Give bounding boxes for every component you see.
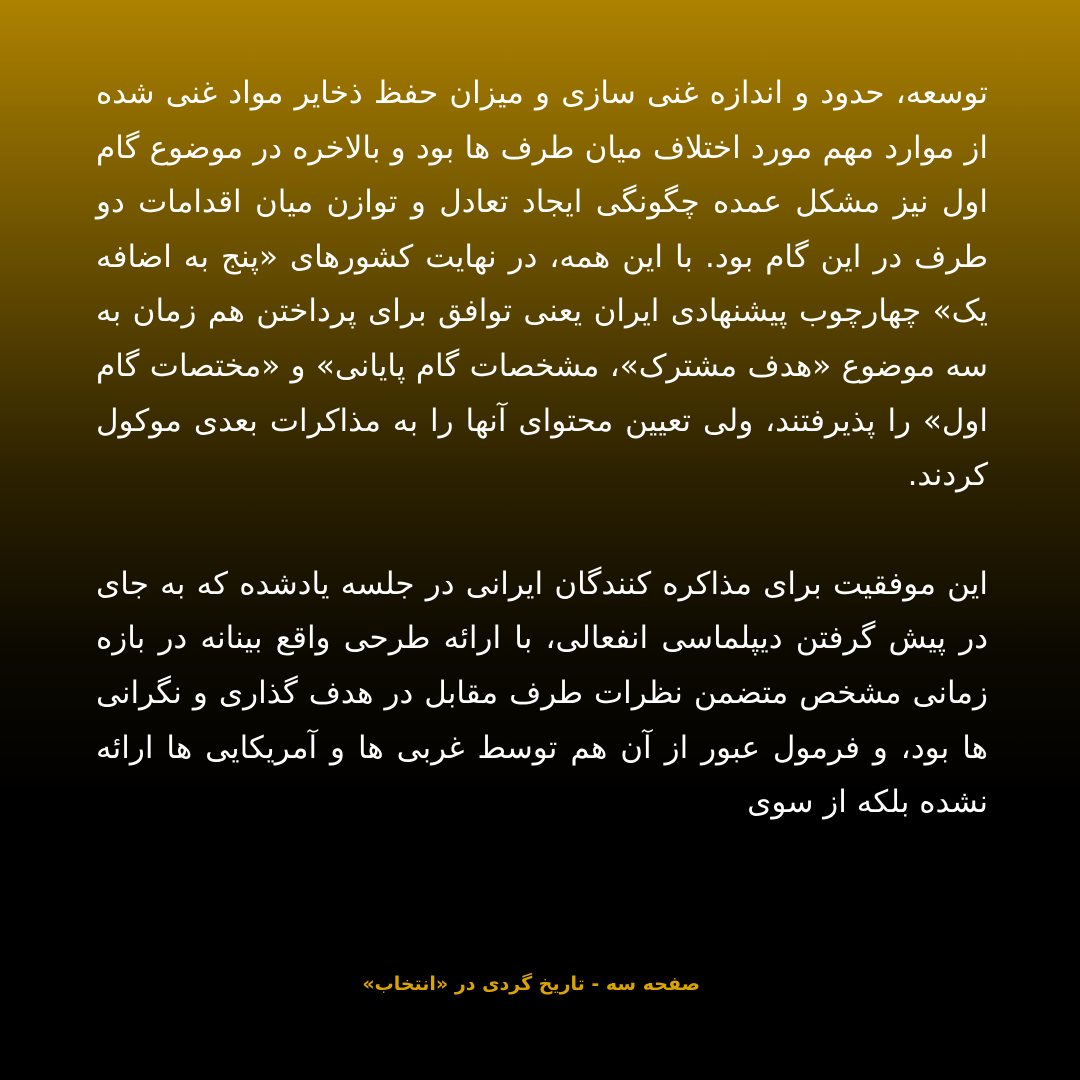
- page-footer-caption: صفحه سه - تاریخ گردی در «انتخاب»: [362, 973, 700, 995]
- article-paragraph-2: این موفقیت برای مذاکره کنندگان ایرانی در جلسه یادشده که به جای در پیش گرفتن دیپلماسی انفعالی، با ارائه طرحی واقع بینانه در بازه زمانی مشخص متضمن نظرات طرف مقابل در هدف گذاری و نگرانی ها بود، و فرمول عبور از آن هم توسط غربی ها و آمریکایی ها ارائه نشده بلکه از سوی: [96, 565, 988, 821]
- article-body: [96, 66, 988, 830]
- article-paragraph-1: توسعه، حدود و اندازه غنی سازی و میزان حفظ ذخایر مواد غنی شده از موارد مهم مورد اختلاف میان طرف ها بود و بالاخره در موضوع گام اول نیز مشکل عمده چگونگی ایجاد تعادل و توازن میان اقدامات دو طرف در این گام بود. با این همه، در نهایت کشورهای «پنج به اضافه یک» چهارچوب پیشنهادی ایران یعنی توافق برای پرداختن هم زمان به سه موضوع «هدف مشترک»، مشخصات گام پایانی» و «مختصات گام اول» را پذیرفتند، ولی تعیین محتوای آنها را به مذاکرات بعدی موکول کردند.: [96, 75, 988, 494]
